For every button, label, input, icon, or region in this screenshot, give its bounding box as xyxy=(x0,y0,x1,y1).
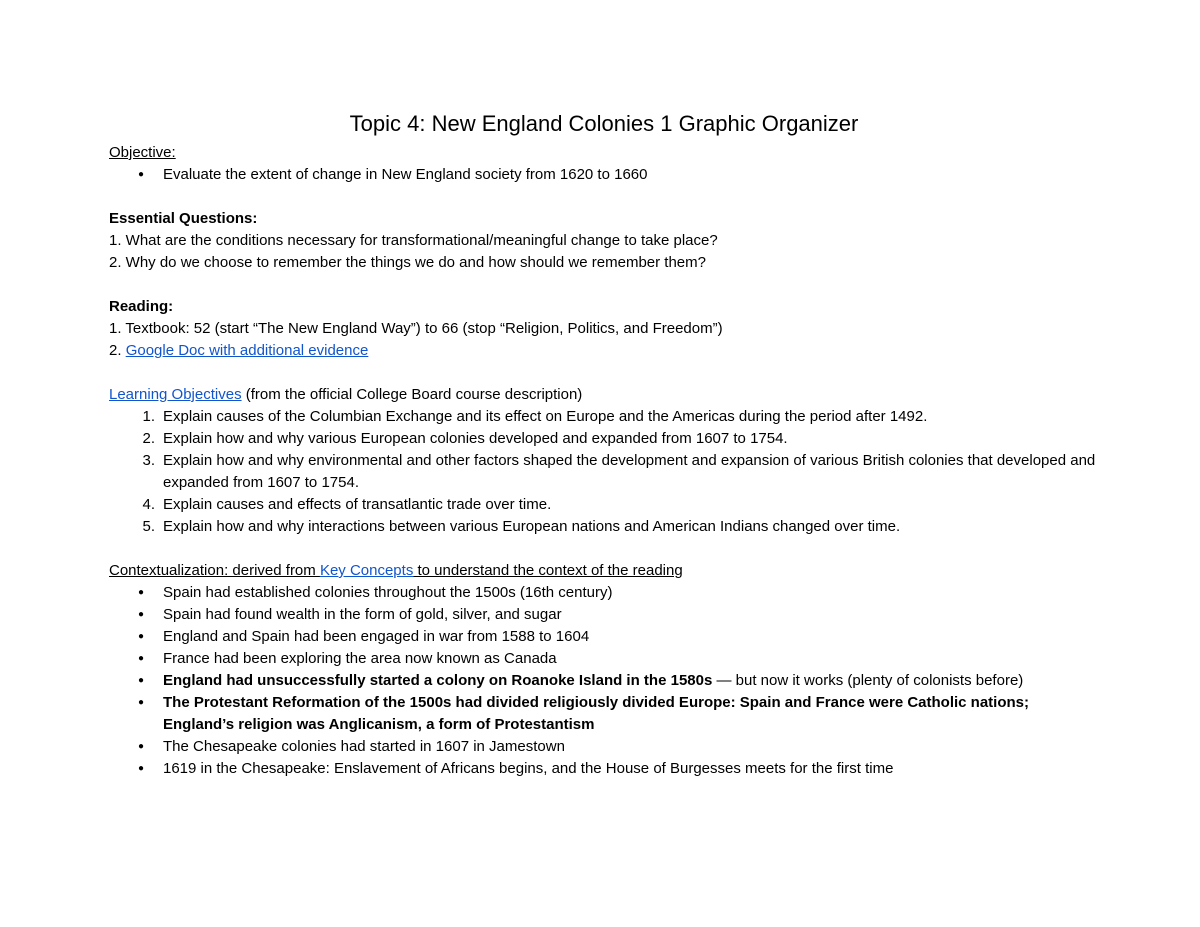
learning-objectives-suffix: (from the official College Board course description) xyxy=(241,386,583,403)
page-title: Topic 4: New England Colonies 1 Graphic Organizer xyxy=(349,111,859,136)
reading-item-2 xyxy=(109,340,1099,362)
essential-question-2: 2. Why do we choose to remember the things we do and how should we remember them? xyxy=(109,254,706,271)
contextualization-heading xyxy=(109,560,1099,582)
list-item-text: Explain how and why environmental and other factors shaped the development and expansion of various British colonies that developed and expanded from 1607 to 1754. xyxy=(163,452,1096,491)
list-item-text: Explain causes of the Columbian Exchange and its effect on Europe and the Americas during the period after 1492. xyxy=(163,408,928,425)
list-number: 4. xyxy=(142,496,155,513)
list-item xyxy=(109,428,1099,450)
essential-question-1: 1. What are the conditions necessary for transformational/meaningful change to take place? xyxy=(109,232,718,249)
list-item xyxy=(109,494,1099,516)
list-item xyxy=(109,516,1099,538)
reading-heading: Reading: xyxy=(109,298,174,315)
contextualization-list xyxy=(109,582,1099,780)
list-item xyxy=(109,450,1099,494)
key-concepts-link[interactable]: Key Concepts xyxy=(319,562,414,579)
objective-heading: Objective: xyxy=(109,144,176,161)
learning-objectives-list xyxy=(109,406,1099,538)
list-item xyxy=(109,406,1099,428)
google-doc-link[interactable]: Google Doc with additional evidence xyxy=(125,342,369,359)
list-item: ● Evaluate the extent of change in New England society from 1620 to 1660 xyxy=(109,164,1099,186)
list-item: ● Spain had established colonies throughout the 1500s (16th century) xyxy=(109,582,1099,604)
list-item: ● Spain had found wealth in the form of gold, silver, and sugar xyxy=(109,604,1099,626)
list-number: 1. xyxy=(142,408,155,425)
list-item-bold: England had unsuccessfully started a colony on Roanoke Island in the 1580s xyxy=(163,672,713,689)
contextualization-suffix: to understand the context of the reading xyxy=(413,562,683,579)
list-number: 3. xyxy=(142,452,155,469)
list-item: ● England and Spain had been engaged in war from 1588 to 1604 xyxy=(109,626,1099,648)
list-item: ● France had been exploring the area now known as Canada xyxy=(109,648,1099,670)
list-item-text: Explain causes and effects of transatlantic trade over time. xyxy=(163,496,552,513)
list-item: ● 1619 in the Chesapeake: Enslavement of Africans begins, and the House of Burgesses meets for the first time xyxy=(109,758,1099,780)
list-item-text: Explain how and why various European colonies developed and expanded from 1607 to 1754. xyxy=(163,430,788,447)
list-item: ● The Protestant Reformation of the 1500s had divided religiously divided Europe: Spain and France were Catholic nations; England’s religion was Anglicanism, a form of Protestantism xyxy=(109,692,1099,736)
reading-item-1: 1. Textbook: 52 (start “The New England Way”) to 66 (stop “Religion, Politics, and Freedom”) xyxy=(109,320,723,337)
list-item-rest: — but now it works (plenty of colonists before) xyxy=(712,672,1024,689)
list-item xyxy=(109,670,1099,692)
list-number: 5. xyxy=(142,518,155,535)
objective-list xyxy=(109,164,1099,186)
list-item: ● The Chesapeake colonies had started in 1607 in Jamestown xyxy=(109,736,1099,758)
list-item-text: Explain how and why interactions between various European nations and American Indians changed over time. xyxy=(163,518,901,535)
learning-objectives-link[interactable]: Learning Objectives xyxy=(109,386,242,403)
list-number: 2. xyxy=(142,430,155,447)
learning-objectives-heading xyxy=(109,384,1099,406)
reading-item-2-prefix: 2. xyxy=(109,342,126,359)
essential-questions-heading: Essential Questions: xyxy=(109,210,258,227)
document-page xyxy=(109,110,1099,780)
contextualization-prefix: Contextualization: derived from xyxy=(109,562,320,579)
